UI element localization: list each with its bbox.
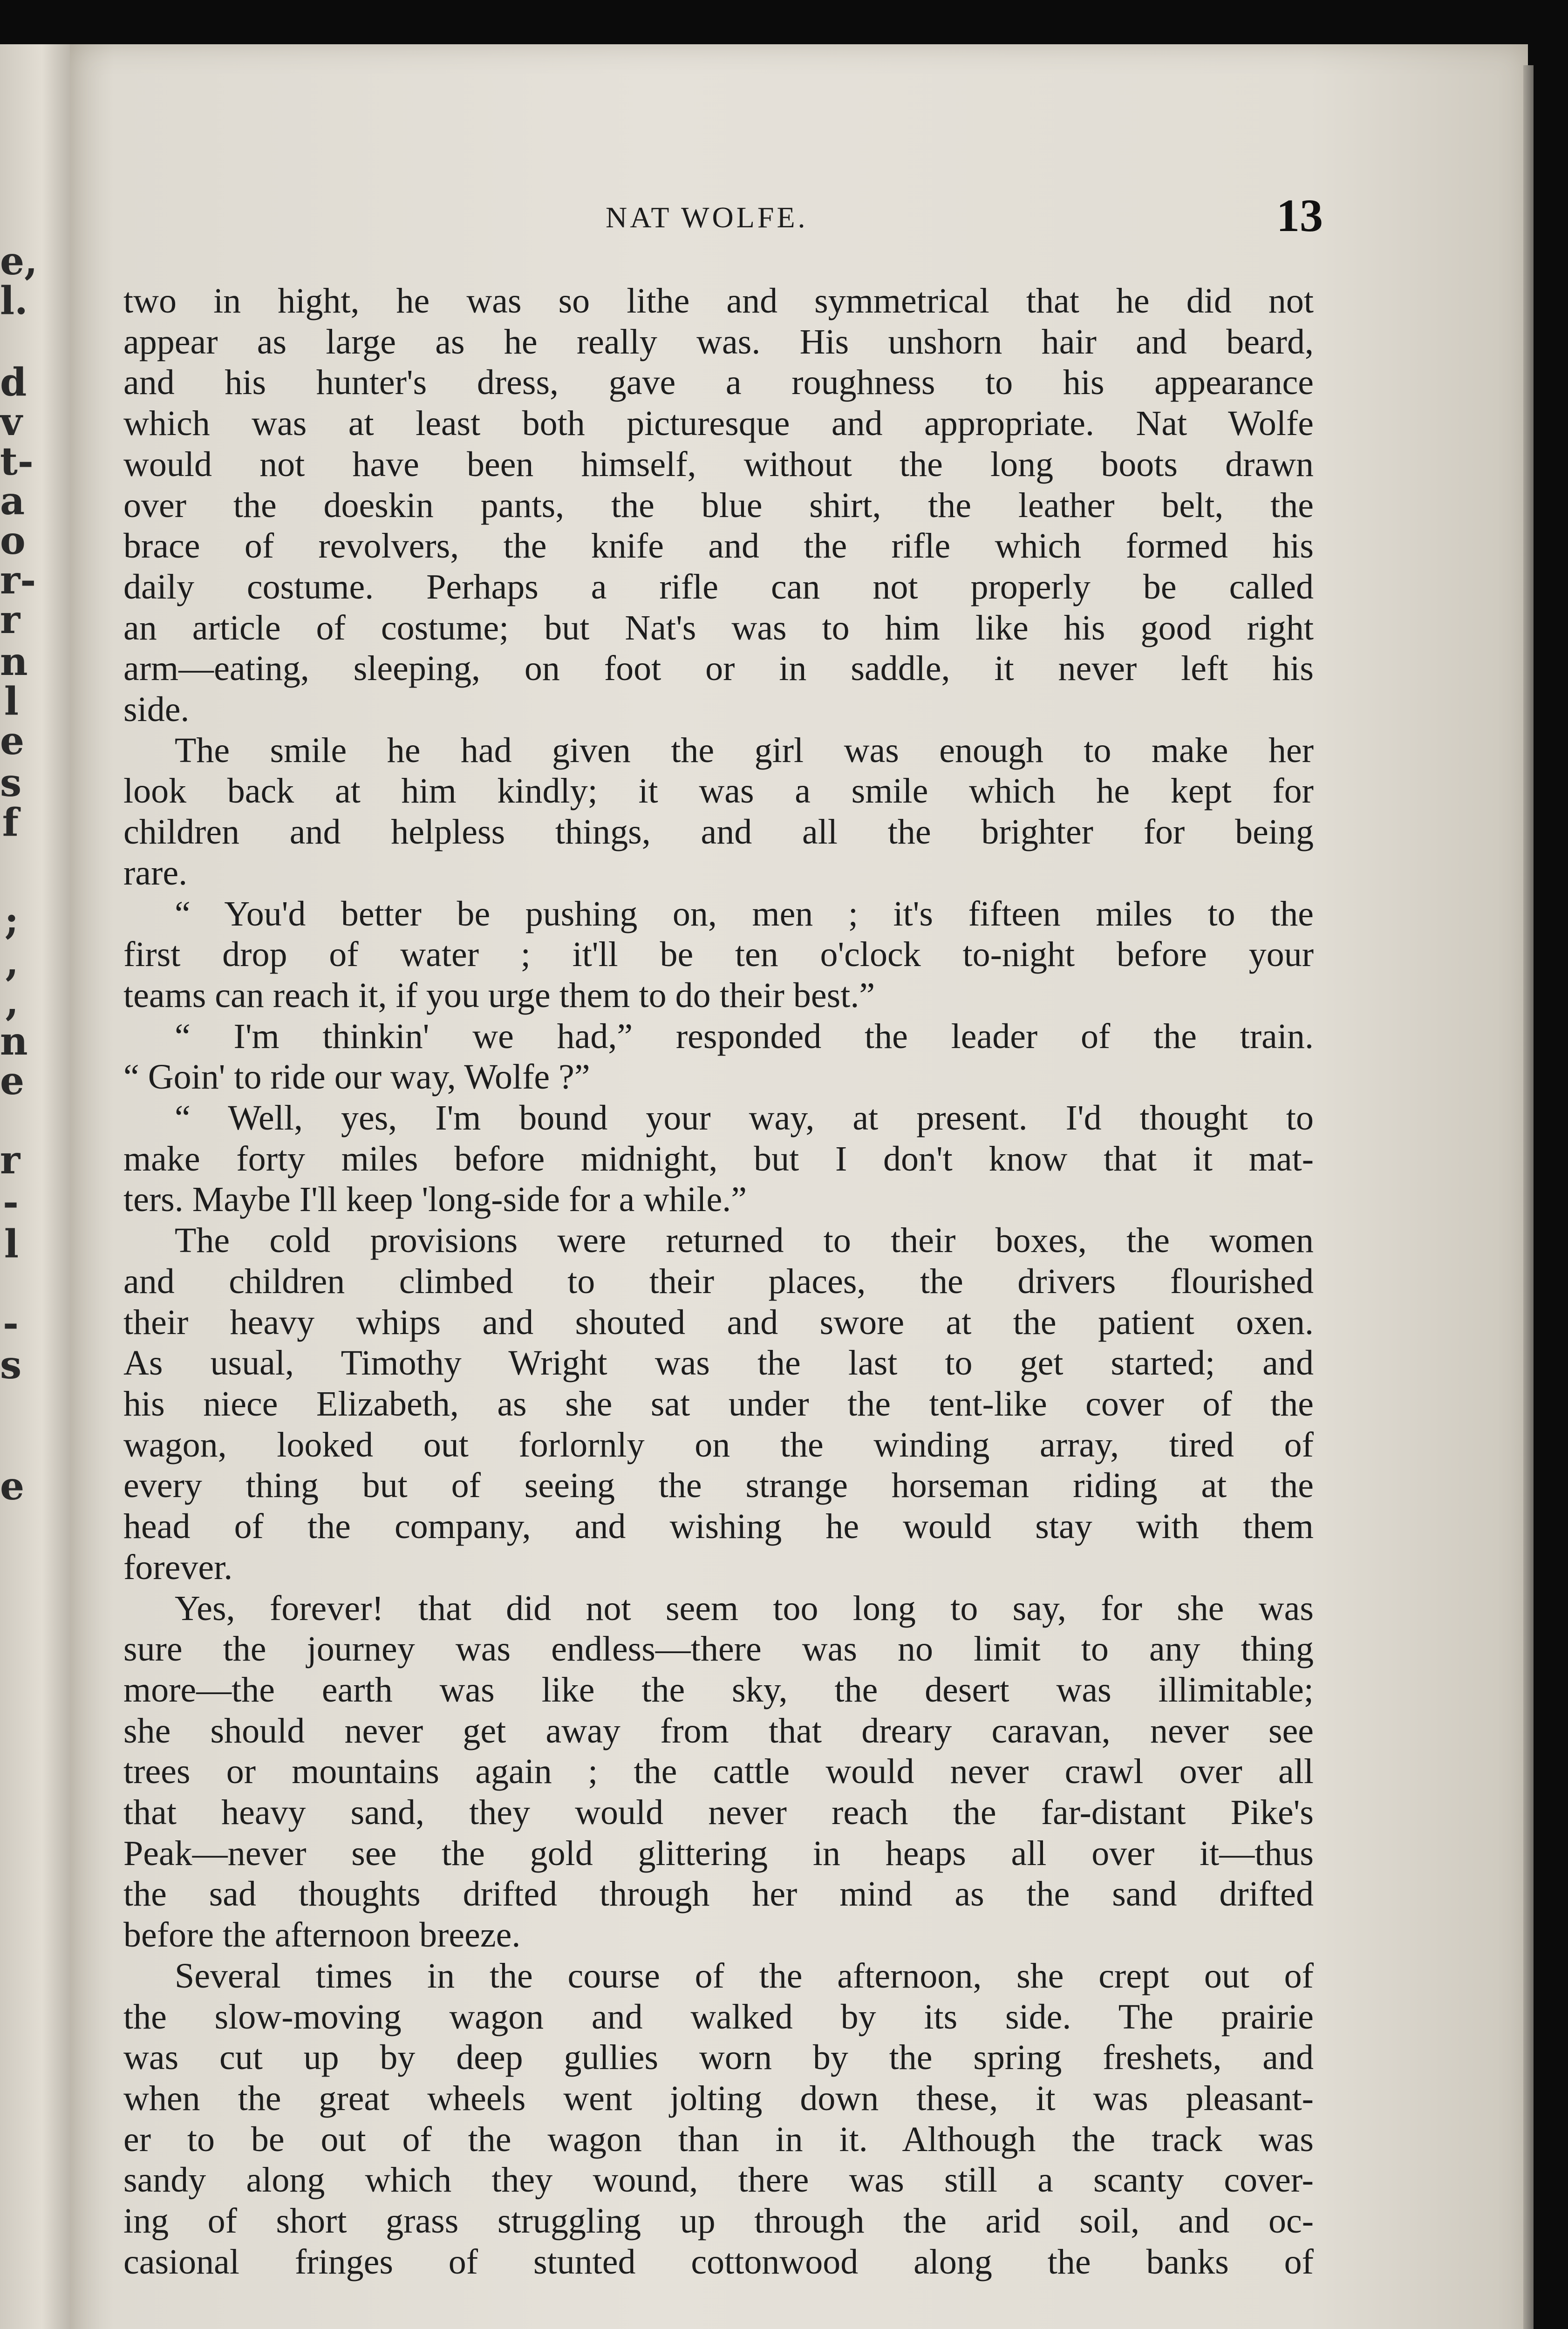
- text-line: and his hunter's dress, gave a roughness to his appearance: [123, 363, 1314, 402]
- previous-page-fragment: l: [4, 679, 19, 724]
- text-line: rare.: [123, 853, 188, 892]
- text-line: As usual, Timothy Wright was the last to get started; and: [123, 1343, 1314, 1383]
- previous-page-fragment: ,: [5, 980, 19, 1024]
- text-line: sure the journey was endless—there was no limit to any thing: [123, 1629, 1314, 1669]
- text-line: the slow-moving wagon and walked by its side. The prairie: [123, 1997, 1314, 2036]
- text-line: and children climbed to their places, the drivers flourished: [123, 1261, 1314, 1301]
- text-line: The smile he had given the girl was enough to make her: [175, 730, 1314, 770]
- paragraph: [123, 1098, 1314, 1220]
- text-line: daily costume. Perhaps a rifle can not properly be called: [123, 567, 1314, 606]
- text-line: the sad thoughts drifted through her mind as the sand drifted: [123, 1874, 1314, 1914]
- text-line: “ You'd better be pushing on, men ; it's fifteen miles to the: [175, 894, 1314, 933]
- text-line: make forty miles before midnight, but I don't know that it mat-: [123, 1139, 1314, 1178]
- previous-page-fragment: r-: [0, 558, 36, 603]
- text-line: when the great wheels went jolting down these, it was pleasant-: [123, 2078, 1314, 2118]
- text-line: that heavy sand, they would never reach the far-distant Pike's: [123, 1793, 1314, 1832]
- previous-page-fragment: a: [0, 479, 25, 524]
- previous-page-fragment: e: [0, 719, 25, 763]
- text-line: before the afternoon breeze.: [123, 1915, 521, 1955]
- text-line: ters. Maybe I'll keep 'long-side for a while.”: [123, 1180, 747, 1219]
- text-line: forever.: [123, 1547, 233, 1587]
- text-line: was cut up by deep gullies worn by the spring freshets, and: [123, 2038, 1314, 2077]
- previous-page-fragment: v: [0, 400, 22, 444]
- text-line: his niece Elizabeth, as she sat under the tent-like cover of the: [123, 1384, 1314, 1423]
- previous-page-edge: [0, 44, 70, 2329]
- text-line: appear as large as he really was. His unshorn hair and beard,: [123, 322, 1314, 361]
- page-stack-edge: [1523, 65, 1534, 2329]
- text-line: sandy along which they wound, there was still a scanty cover-: [123, 2160, 1314, 2200]
- text-line: “ Well, yes, I'm bound your way, at present. I'd thought to: [175, 1098, 1314, 1138]
- text-line: wagon, looked out forlornly on the winding array, tired of: [123, 1425, 1314, 1464]
- text-line: “ Goin' to ride our way, Wolfe ?”: [123, 1057, 590, 1097]
- text-line: casional fringes of stunted cottonwood along the banks of: [123, 2242, 1314, 2281]
- text-line: ing of short grass struggling up through the arid soil, and oc-: [123, 2201, 1314, 2241]
- paragraph: [123, 730, 1314, 894]
- previous-page-fragment: l: [4, 1222, 19, 1267]
- previous-page-fragment: -: [2, 1180, 19, 1225]
- previous-page-fragment: e: [0, 1464, 25, 1509]
- previous-page-fragment: f: [2, 800, 19, 845]
- text-line: children and helpless things, and all the brighter for being: [123, 812, 1314, 852]
- previous-page-fragment: e: [0, 1059, 25, 1103]
- text-line: side.: [123, 690, 190, 729]
- paragraph: [123, 1220, 1314, 1588]
- text-line: Several times in the course of the afternoon, she crept out of: [175, 1956, 1314, 1995]
- page-number: 13: [1276, 190, 1323, 241]
- text-line: two in hight, he was so lithe and symmetrical that he did not: [123, 281, 1314, 320]
- previous-page-fragment: r: [0, 598, 20, 642]
- body-text: [123, 281, 1314, 2282]
- text-line: she should never get away from that dreary caravan, never see: [123, 1711, 1314, 1750]
- text-line: look back at him kindly; it was a smile which he kept for: [123, 771, 1314, 811]
- text-line: “ I'm thinkin' we had,” responded the leader of the train.: [175, 1016, 1314, 1056]
- paragraph: [123, 1016, 1314, 1098]
- text-line: an article of costume; but Nat's was to him like his good right: [123, 608, 1314, 647]
- previous-page-fragment: -: [2, 1301, 19, 1346]
- previous-page-fragment: s: [0, 1343, 22, 1388]
- previous-page-fragment: d: [0, 360, 27, 405]
- text-line: their heavy whips and shouted and swore at the patient oxen.: [123, 1302, 1314, 1342]
- paragraph: [123, 1588, 1314, 1956]
- previous-page-fragment: ,: [5, 940, 19, 985]
- paragraph: [123, 1956, 1314, 2283]
- text-line: every thing but of seeing the strange horseman riding at the: [123, 1466, 1314, 1505]
- text-line: arm—eating, sleeping, on foot or in saddle, it never left his: [123, 649, 1314, 688]
- paragraph: [123, 894, 1314, 1016]
- text-line: trees or mountains again ; the cattle would never crawl over all: [123, 1752, 1314, 1791]
- text-line: er to be out of the wagon than in it. Although the track was: [123, 2119, 1314, 2159]
- text-line: Yes, forever! that did not seem too long to say, for she was: [175, 1588, 1314, 1628]
- previous-page-fragment: t-: [0, 439, 34, 484]
- previous-page-fragment: o: [0, 518, 26, 563]
- text-line: Peak—never see the gold glittering in heaps all over it—thus: [123, 1833, 1314, 1873]
- previous-page-fragment: s: [0, 761, 22, 805]
- text-line: first drop of water ; it'll be ten o'clock to-night before your: [123, 935, 1314, 974]
- previous-page-fragment: l.: [0, 279, 28, 323]
- text-line: teams can reach it, if you urge them to do their best.”: [123, 975, 875, 1015]
- previous-page-fragment: ;: [4, 898, 19, 943]
- running-title: NAT WOLFE.: [606, 201, 808, 234]
- text-line: head of the company, and wishing he would stay with them: [123, 1507, 1314, 1546]
- text-line: brace of revolvers, the knife and the rifle which formed his: [123, 526, 1314, 566]
- paragraph: [123, 281, 1314, 730]
- previous-page-fragment: e,: [0, 239, 38, 284]
- previous-page-fragment: n: [0, 1019, 28, 1064]
- text-line: more—the earth was like the sky, the desert was illimitable;: [123, 1670, 1314, 1709]
- text-line: The cold provisions were returned to their boxes, the women: [175, 1221, 1314, 1260]
- text-line: over the doeskin pants, the blue shirt, the leather belt, the: [123, 485, 1314, 525]
- text-line: which was at least both picturesque and appropriate. Nat Wolfe: [123, 404, 1314, 443]
- previous-page-fragment: n: [0, 640, 28, 684]
- previous-page-fragment: r: [0, 1138, 20, 1183]
- text-line: would not have been himself, without the long boots drawn: [123, 444, 1314, 484]
